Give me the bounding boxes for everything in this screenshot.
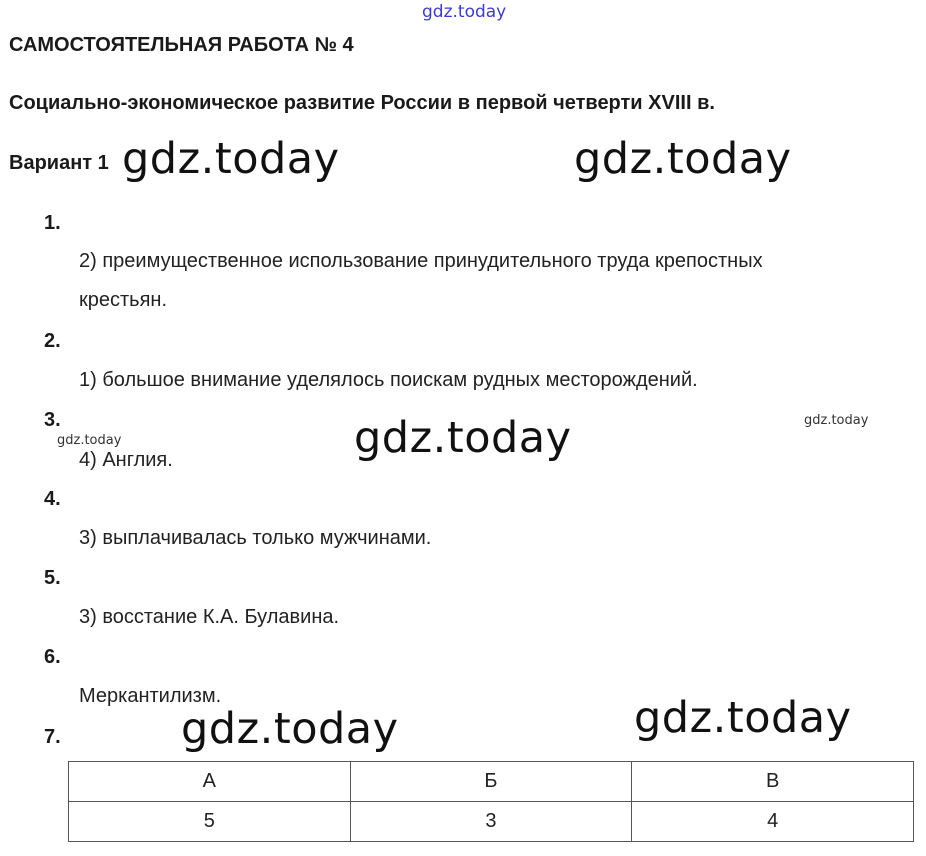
watermark-small: gdz.today (804, 413, 869, 428)
answer-text: крестьян. (79, 289, 168, 311)
table-cell: 4 (632, 802, 914, 842)
question-number: 3. (44, 409, 61, 431)
question-number: 7. (44, 726, 61, 748)
answer-text: 3) восстание К.А. Булавина. (79, 606, 340, 628)
work-title: САМОСТОЯТЕЛЬНАЯ РАБОТА № 4 (9, 34, 354, 56)
table-header-cell: А (69, 762, 351, 802)
topic-title: Социально-экономическое развитие России в первой четверти XVIII в. (9, 92, 715, 114)
table-row (69, 762, 914, 802)
table-header-cell: В (632, 762, 914, 802)
answer-table (68, 761, 914, 842)
question-number: 6. (44, 646, 61, 668)
answer-text: 3) выплачивалась только мужчинами. (79, 527, 432, 549)
watermark-top: gdz.today (422, 2, 507, 22)
watermark-large: gdz.today (574, 134, 792, 184)
table-cell: 5 (69, 802, 351, 842)
watermark-large: gdz.today (634, 693, 852, 743)
watermark-small: gdz.today (57, 433, 122, 448)
answer-text: 2) преимущественное использование принудительного труда крепостных (79, 250, 763, 272)
variant-label: Вариант 1 (9, 152, 109, 174)
table-row (69, 802, 914, 842)
watermark-large: gdz.today (181, 704, 399, 754)
question-number: 4. (44, 488, 61, 510)
table-cell: 3 (350, 802, 632, 842)
watermark-large: gdz.today (122, 134, 340, 184)
table-header-cell: Б (350, 762, 632, 802)
question-number: 2. (44, 330, 61, 352)
answer-text: 1) большое внимание уделялось поискам рудных месторождений. (79, 369, 698, 391)
question-number: 5. (44, 567, 61, 589)
answer-text: 4) Англия. (79, 449, 173, 471)
answer-text: Меркантилизм. (79, 685, 222, 707)
watermark-large: gdz.today (354, 413, 572, 463)
question-number: 1. (44, 212, 61, 234)
